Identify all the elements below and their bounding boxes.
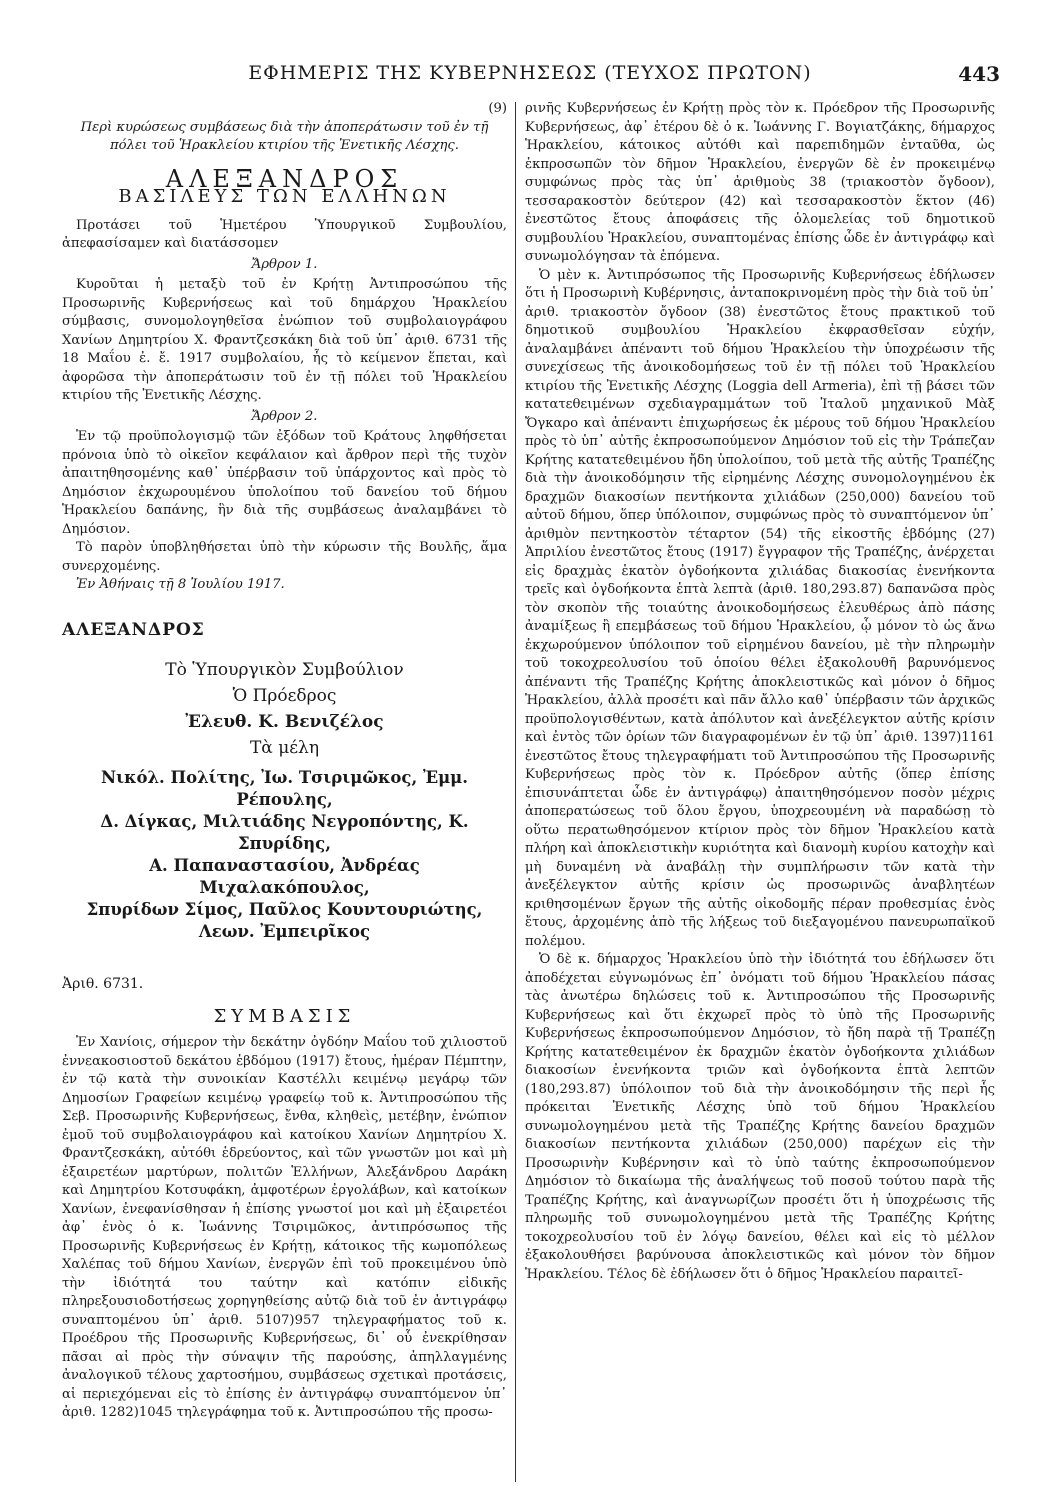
member-line: Νικόλ. Πολίτης, Ἰω. Τσιριμῶκος, Ἐμμ. Ρέπουλης, [101, 768, 468, 809]
gazette-title: ΕΦΗΜΕΡΙΣ ΤΗΣ ΚΥΒΕΡΝΗΣΕΩΣ (ΤΕΥΧΟΣ ΠΡΩΤΟΝ) [248, 62, 812, 84]
decree-preamble: Προτάσει τοῦ Ἡμετέρου Ὑπουργικοῦ Συμβουλίου, ἀπεφασίσαμεν καὶ διατάσσομεν [62, 217, 507, 251]
member-line: Α. Παπαναστασίου, Ἀνδρέας Μιχαλακόπουλος, [149, 856, 420, 897]
article-1-text: Κυροῦται ἡ μεταξὺ τοῦ ἐν Κρήτῃ Ἀντιπροσώπου τῆς Προσωρινῆς Κυβερνήσεως καὶ τοῦ δημάρχου Ἡρακλείου σύμβασις, συνομολογηθεῖσα ἐνώπιον τοῦ συμβολαιογράφου Χανίων Δημητρίου Χ. Φραντζεσκάκη διὰ τοῦ ὑπ᾿ ἀριθ. 6731 τῆς 18 Μαΐου ἐ. ἔ. 1917 συμβολαίου, ἧς τὸ κείμενον ἕπεται, καὶ ἀφορῶσα τὴν ἀποπεράτωσιν τοῦ ἐν τῇ πόλει τοῦ Ἡρακλείου κτιρίου τῆς Ἐνετικῆς Λέσχης. [62, 277, 507, 403]
contract-title: ΣΥΜΒΑΣΙΣ [213, 1005, 356, 1027]
right-column [525, 100, 995, 1284]
king-subtitle: ΒΑΣΙΛΕΥΣ ΤΩΝ ΕΛΛΗΝΩΝ [118, 186, 451, 207]
member-line: Λεων. Ἐμπειρῖκος [198, 922, 371, 941]
article-2-title: Ἄρθρον 2. [251, 408, 318, 424]
left-column [62, 100, 507, 1423]
decree-date: Ἐν Ἀθήναις τῇ 8 Ἰουλίου 1917. [76, 577, 285, 592]
contract-text: Ἐν Χανίοις, σήμερον τὴν δεκάτην ὀγδόην Μαΐου τοῦ χιλιοστοῦ ἐννεακοσιοστοῦ δεκάτου ἑβδόμου (1917) ἔτους, ἡμέραν Πέμπτην, ἐν τῷ κατὰ τὴν συνοικίαν Καστέλλι κειμένῳ μεγάρῳ τῶν Δημοσίων Γραφείων κειμένῳ γραφείῳ τοῦ κ. Ἀντιπροσώπου τῆς Σεβ. Προσωρινῆς Κυβερνήσεως, ἔνθα, κληθεὶς, μετέβην, ἐνώπιον ἐμοῦ τοῦ συμβολαιογράφου καὶ κατοίκου Χανίων Δημητρίου Χ. Φραντζεσκάκη, αὐτόθι ἑδρεύοντος, καὶ τῶν γνωστῶν μοι καὶ μὴ ἐξαιρετέων μαρτύρων, πολιτῶν Ἑλλήνων, Ἀλεξάνδρου Δαράκη καὶ Δημητρίου Κοτσυφάκη, ἀμφοτέρων ἐργολάβων, καὶ κατοίκων Χανίων, ἐνεφανίσθησαν ἡ ἐπίσης γνωστοί μοι καὶ μὴ ἐξαιρετέοι ἀφ᾿ ἑνὸς ὁ κ. Ἰωάννης Τσιριμῶκος, ἀντιπρόσωπος τῆς Προσωρινῆς Κυβερνήσεως ἐν Κρήτῃ, κάτοικος τῆς κωμοπόλεως Χαλέπας τοῦ δήμου Χανίων, ἐνεργῶν ἐπὶ τοῦ προκειμένου ὑπὸ τὴν ἰδιότητά του ταύτην καὶ κατόπιν εἰδικῆς πληρεξουσιοδοτήσεως χορηγηθείσης αὐτῷ διὰ τοῦ ἐν ἀντιγράφῳ συναπτομένου ὑπ᾿ ἀριθ. 5107)957 τηλεγραφήματος τοῦ κ. Προέδρου τῆς Προσωρινῆς Κυβερνήσεως, δι᾿ οὗ ἐνεκρίθησαν πᾶσαι αἱ πρὸς τὴν σύναψιν τῆς παρούσης, ἀπηλλαγμένης ἀναλογικοῦ τέλους χαρτοσήμου, συμβάσεως σχετικαὶ προτάσεις, αἱ περιεχόμεναι εἰς τὸ ἐπίσης ἐν ἀντιγράφῳ συναπτόμενον ὑπ᾿ ἀριθ. 1282)1045 τηλεγράφημα τοῦ κ. Ἀντιπροσώπου τῆς προσω- [62, 1035, 507, 1420]
column-divider [515, 102, 516, 1482]
council-label: Τὸ Ὑπουργικὸν Συμβούλιον [165, 660, 404, 680]
signature-king: ΑΛΕΞΑΝΔΡΟΣ [62, 619, 205, 640]
member-line: Σπυρίδων Σίμος, Παῦλος Κουντουριώτης, [86, 900, 483, 919]
member-names [62, 767, 507, 943]
contract-continuation: ρινῆς Κυβερνήσεως ἐν Κρήτῃ πρὸς τὸν κ. Πρόεδρον τῆς Προσωρινῆς Κυβερνήσεως, ἀφ᾿ ἑτέρου δὲ ὁ κ. Ἰωάννης Γ. Βογιατζάκης, δήμαρχος Ἡρακλείου, κάτοικος αὐτόθι καὶ παρεπιδημῶν ἐνταῦθα, ὡς ἐκπροσωπῶν τὸν δῆμον Ἡρακλείου, ἐνεργῶν δὲ ἐν προκειμένῳ συμφώνως πρὸς τὰς ὑπ᾿ ἀριθμοὺς 38 (τριακοστὸν ὄγδοον), τεσσαρακοστὸν δεύτερον (42) καὶ τεσσαρακοστὸν ἕκτον (46) ἐνεστῶτος ἔτους ἀποφάσεις τῆς ὁλομελείας τοῦ δημοτικοῦ συμβουλίου Ἡρακλείου, συναπτομένας ἐπίσης ὧδε ἐν ἀντιγράφῳ καὶ συνωμολόγησαν τὰ ἑπόμενα. [525, 101, 995, 264]
page-header [60, 62, 1000, 92]
members-label: Τὰ μέλη [249, 738, 320, 758]
article-1-title: Ἄρθρον 1. [251, 256, 318, 272]
decree-closing: Τὸ παρὸν ὑποβληθήσεται ὑπὸ τὴν κύρωσιν τῆς Βουλῆς, ἅμα συνερχομένης. [62, 540, 507, 574]
member-line: Δ. Δίγκας, Μιλτιάδης Νεγροπόντης, Κ. Σπυρίδης, [100, 812, 469, 853]
article-2-text: Ἐν τῷ προϋπολογισμῷ τῶν ἐξόδων τοῦ Κράτους ληφθήσεται πρόνοια ὑπὸ τὸ οἰκεῖον κεφάλαιον καὶ ἄρθρον περὶ τῆς τυχὸν ἀπαιτηθησομένης καθ᾿ ὑπέρβασιν τοῦ ὑπάρχοντος καὶ πρὸς τὸ Δημόσιον ἐκχωρουμένου ὑπολοίπου τοῦ δανείου τοῦ δήμου Ἡρακλείου δαπάνης, ἣν διὰ τῆς συμβάσεως ἀναλαμβάνει τὸ Δημόσιον. [62, 429, 507, 537]
president-label: Ὁ Πρόεδρος [232, 686, 337, 706]
representative-declaration: Ὁ μὲν κ. Ἀντιπρόσωπος τῆς Προσωρινῆς Κυβερνήσεως ἐδήλωσεν ὅτι ἡ Προσωρινὴ Κυβέρνησις, ἀνταποκρινομένη πρὸς τὴν διὰ τοῦ ὑπ᾿ ἀριθ. τριακοστὸν ὄγδοον (38) ἐνεστῶτος ἔτους πρακτικοῦ τοῦ δημοτικοῦ συμβουλίου Ἡρακλείου ἐκφρασθεῖσαν εὐχήν, ἀναλαμβάνει ἀπέναντι τοῦ δήμου Ἡρακλείου τὴν ὑποχρέωσιν τῆς συνεχίσεως τῆς ἀνοικοδομήσεως τοῦ ἐν τῇ πόλει τοῦ Ἡρακλείου κτιρίου τῆς Ἐνετικῆς Λέσχης (Loggia dell Armeria), ἐπὶ τῇ βάσει τῶν κατατεθειμένων σχεδιαγραμμάτων τοῦ Ἰταλοῦ μηχανικοῦ Μὰξ Ὄγκαρο καὶ ἀπέναντι ἐπιχωρήσεως ἐκ μέρους τοῦ δήμου Ἡρακλείου πρὸς τὸ ὑπ᾿ αὐτῆς ἐκπροσωπούμενον Δημόσιον τοῦ εἰς τὴν Τράπεζαν Κρήτης κατατεθειμένου ἤδη ὑπολοίπου, τοῦ μετὰ τῆς αὐτῆς Τραπέζης διὰ τὴν ἀνοικοδόμησιν τῆς εἰρημένης Λέσχης συνομολογημένου ἐκ δραχμῶν διακοσίων πεντήκοντα χιλιάδων (250,000) δανείου τοῦ αὐτοῦ δήμου, ὅπερ ὑπόλοιπον, συμφώνως πρὸς τὸ συναπτόμενον ὑπ᾿ ἀριθμὸν πεντηκοστὸν τέταρτον (54) τῆς εἰκοστῆς ἑβδόμης (27) Ἀπριλίου ἐνεστῶτος ἔτους (1917) ἔγγραφον τῆς Τραπέζης, ἀνέρχεται εἰς δραχμὰς ἑκατὸν ὀγδοήκοντα χιλιάδας διακοσίας ἐνενήκοντα τρεῖς καὶ ὀγδοήκοντα ἑπτὰ λεπτὰ (ἀριθ. 180,293.87) δαπανῶσα πρὸς τὸν σκοπὸν τῆς τοιαύτης ἀνοικοδομήσεως ἐλευθέρως ἀπὸ πάσης ἀναμίξεως ἢ επεμβάσεως τοῦ δήμου Ἡρακλείου, ᾧ μόνον τὸ ὡς ἄνω ἐκχωρούμενον ὑπόλοιπον τοῦ εἰρημένου δανείου, μὲ τὴν πληρωμὴν τοῦ τοκοχρεολυσίου τοῦ ὁποίου θέλει ἐξακολουθῆ βαρυνόμενος ἀπέναντι τῆς Τραπέζης Κρήτης ἀποκλειστικῶς καὶ μόνον ὁ δῆμος Ἡρακλείου, ἀλλὰ προσέτι καὶ πᾶν ἄλλο καθ᾿ ὑπέρβασιν τῶν ἀρχικῶς προϋπολογισθέντων, κατὰ ἀπόλυτον καὶ ἀνεξέλεγκτον αὐτῆς κρίσιν καὶ ἐντὸς τῶν ὁρίων τῶν διαγραφομένων ἐν τῷ ὑπ᾿ ἀριθ. 1397)1161 ἐνεστῶτος ἔτους τηλεγραφήματι τοῦ Ἀντιπροσώπου τῆς Προσωρινῆς Κυβερνήσεως πρὸς τὸν κ. Πρόεδρον αὐτῆς (ὅπερ ἐπίσης ἐπισυνάπτεται ὧδε ἐν ἀντιγράφῳ) ἀπαιτηθησόμενον ποσὸν μέχρις ἀποπερατώσεως τοῦ ὅλου ἔργου, ὑποχρεουμένη νὰ παραδώσῃ τὸ οὕτω περατωθησόμενον κτίριον πρὸς τὸν δῆμον Ἡρακλείου κατὰ πλήρη καὶ ἀποκλειστικὴν κυριότητα καὶ διανομὴ κυρίου κατοχὴν καὶ μὴ δυναμένη νὰ ἀναβάλῃ τὴν συμπλήρωσιν τῶν κατὰ τὴν ἀνεξέλεγκτον αὐτῆς κρίσιν ὡς προσωρινῶς ἀναβλητέων κριθησομένων ἔργων τῆς αὐτῆς οἰκοδομῆς πέραν προθεσμίας ἑνὸς ἔτους, ἀρχομένης ἀπὸ τῆς λήξεως τοῦ διεξαγομένου πανευρωπαϊκοῦ πολέμου. [525, 267, 995, 949]
decree-number: (9) [488, 101, 507, 116]
decree-subject: Περὶ κυρώσεως συμβάσεως διὰ τὴν ἀποπεράτωσιν τοῦ ἐν τῇ πόλει τοῦ Ἡρακλείου κτιρίου τῆς Ἐνετικῆς Λέσχης. [80, 119, 489, 153]
mayor-declaration: Ὁ δὲ κ. δήμαρχος Ἡρακλείου ὑπὸ τὴν ἰδιότητά του ἐδήλωσεν ὅτι ἀποδέχεται εὐγνωμόνως ἐπ᾿ ὀνόματι τοῦ δήμου Ἡρακλείου πάσας τὰς ἀνωτέρω δηλώσεις τοῦ κ. Ἀντιπροσώπου τῆς Προσωρινῆς Κυβερνήσεως καὶ ὅτι ἐκχωρεῖ πρὸς τὸ ὑπὸ τῆς Προσωρινῆς Κυβερνήσεως ἐκπροσωπούμενον Δημόσιον, τὸ ἤδη παρὰ τῇ Τραπέζῃ Κρήτης κατατεθειμένον ἐκ δραχμῶν ἑκατὸν ὀγδοήκοντα χιλιάδων διακοσίων ἐνενήκοντα τριῶν καὶ ὀγδοήκοντα ἑπτὰ λεπτῶν (180,293.87) ὑπόλοιπον τοῦ διὰ τὴν ἀνοικοδόμησιν τῆς περὶ ἧς πρόκειται Ἐνετικῆς Λέσχης ὑπὸ τοῦ δήμου Ἡρακλείου συνωμολογημένου μετὰ τῆς Τραπέζης Κρήτης δανείου δραχμῶν διακοσίων πεντήκοντα χιλιάδων (250,000) παρέχων εἰς τὴν Προσωρινὴν Κυβέρνησιν καὶ τὸ ὑπὸ ταύτης ἐκπροσωπούμενον Δημόσιον τὸ δικαίωμα τῆς ἀναλήψεως τοῦ ποσοῦ τούτου παρὰ τῆς Τραπέζης Κρήτης, καὶ ἀναγνωρίζων προσέτι ὅτι ἡ ὑποχρέωσις τῆς πληρωμῆς τοῦ συνωμολογημένου μετὰ τῆς Τραπέζης Κρήτης τοκοχρεολυσίου τοῦ ἐν λόγῳ δανείου, θέλει καὶ εἰς τὸ μέλλον ἐξακολουθήσει βαρύνουσα ἀποκλειστικῶς καὶ μόνον τὸν δῆμον Ἡρακλείου. Τέλος δὲ ἐδήλωσεν ὅτι ὁ δῆμος Ἡρακλείου παραιτεῖ- [525, 952, 995, 1282]
president-name: Ἐλευθ. Κ. Βενιζέλος [185, 712, 384, 732]
protocol-number: Ἀριθ. 6731. [62, 976, 144, 992]
king-name-heading: ΑΛΕΞΑΝΔΡΟΣ [165, 164, 404, 193]
page-number: 443 [958, 62, 1000, 86]
